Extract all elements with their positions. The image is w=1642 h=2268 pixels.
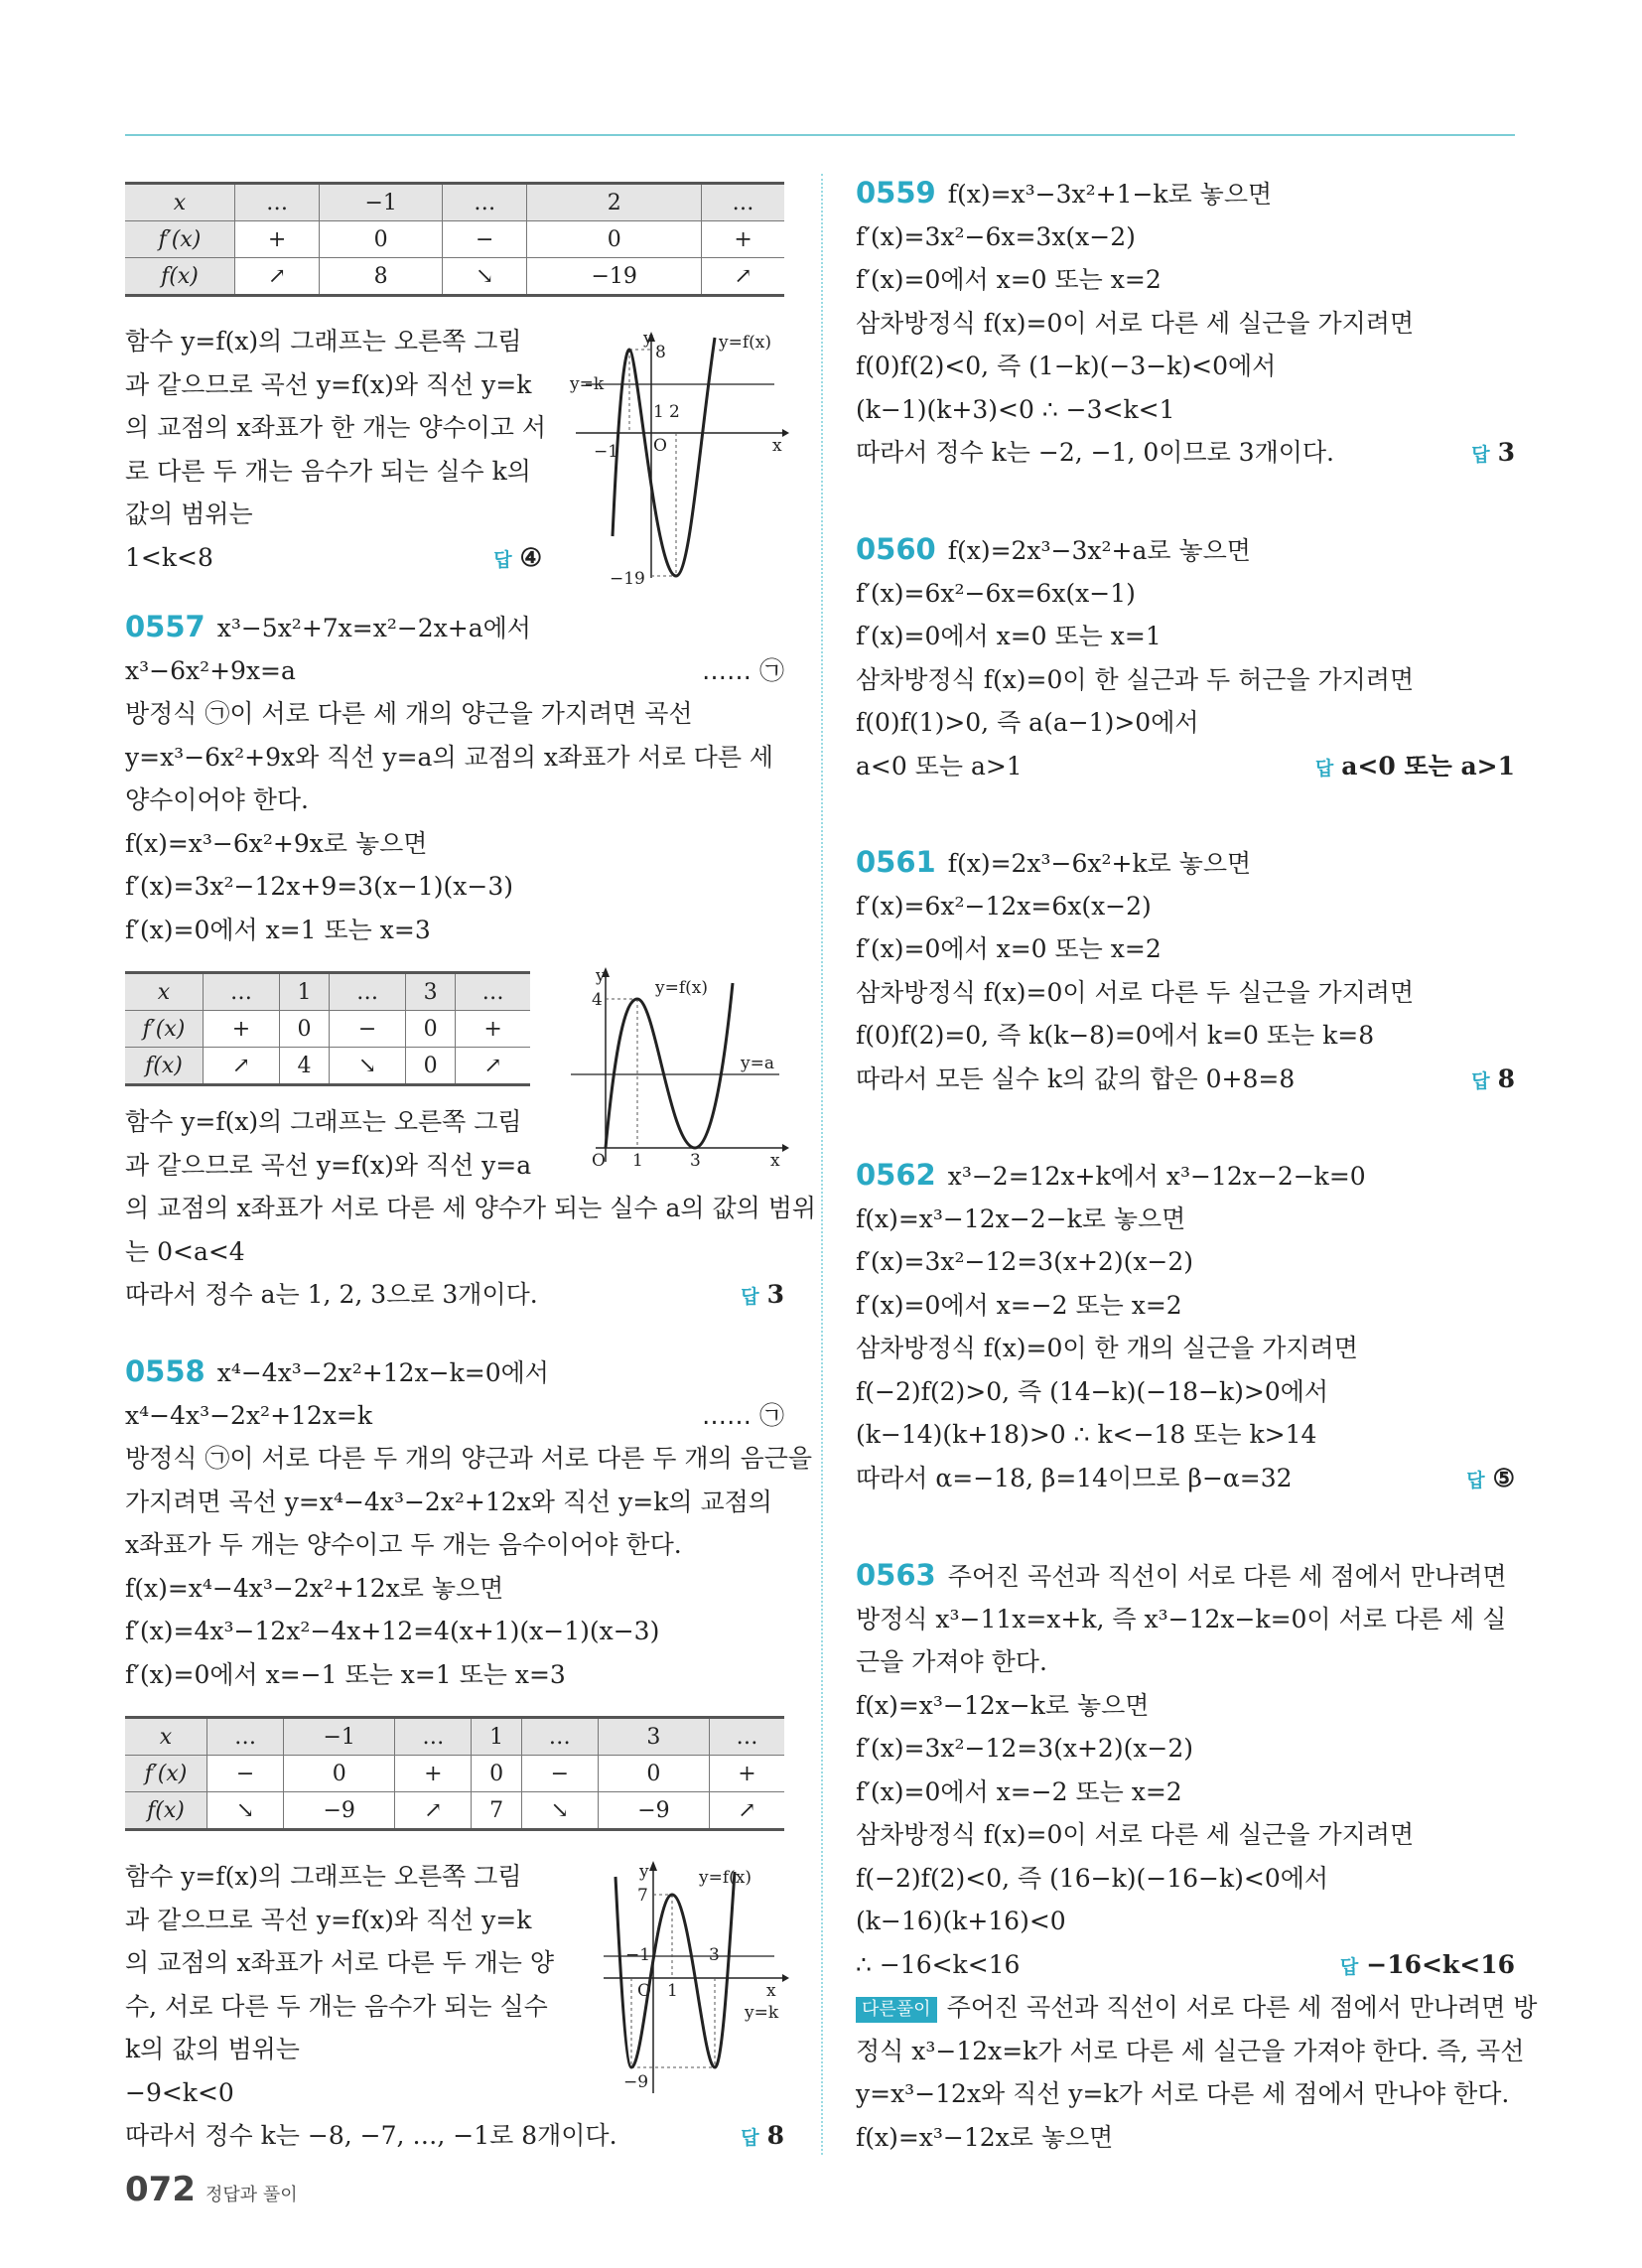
svg-text:7: 7 xyxy=(637,1886,648,1906)
y-label: y xyxy=(596,966,606,986)
table-556 xyxy=(125,182,784,297)
line-label: y=k xyxy=(745,2003,779,2023)
curve-label: y=f(x) xyxy=(719,333,771,353)
problem-number: 0558 xyxy=(125,1354,205,1388)
svg-text:−19: −19 xyxy=(610,569,645,586)
svg-text:1: 1 xyxy=(632,1151,643,1171)
problem-number: 0561 xyxy=(856,845,936,879)
y-label: y xyxy=(639,1862,649,1882)
x-arrow-icon xyxy=(782,1974,789,1982)
svg-text:O: O xyxy=(653,436,667,456)
table-row: f(x) ↗ 4 ↘ 0 ↗ xyxy=(125,1048,530,1085)
svg-text:4: 4 xyxy=(592,990,603,1010)
top-rule xyxy=(125,134,1515,136)
solution-562: 0562 x³−2=12x+k에서 x³−12x−2−k=0 f(x)=x³−12x−2−k로 놓으면 f′(x)=3x²−12=3(x+2)(x−2) f′(x)=0에서 x=−2 또는 x=2 삼차방정식 f(x)=0이 한 개의 실근을 가지려면 f(−2)f(2)>0, 즉 (14−k)(−18−k)>0에서 (k−14)(k+18)>0 ∴ k<−18 또는 k>14 따라서 α=−18, β=14이므로 β−α=32 답 ⑤ xyxy=(856,1154,1515,1499)
curve-label: y=f(x) xyxy=(699,1868,752,1888)
page-number: 072 xyxy=(125,2170,196,2209)
svg-text:−1: −1 xyxy=(594,442,619,462)
alt-solution: 다른풀이 주어진 곡선과 직선이 서로 다른 세 점에서 만나려면 방 xyxy=(856,1986,1515,2030)
svg-text:8: 8 xyxy=(655,343,666,362)
answer-563: 답 −16<k<16 xyxy=(1339,1949,1515,1979)
answer-557: 답 3 xyxy=(741,1280,784,1309)
answer-560: 답 a<0 또는 a>1 xyxy=(1314,751,1515,780)
problem-number: 0560 xyxy=(856,532,936,566)
table-row: f′(x) + 0 − 0 + xyxy=(125,1011,530,1048)
table-row: f′(x) + 0 − 0 + xyxy=(125,221,784,258)
y-arrow-icon xyxy=(649,1861,657,1871)
problem-number: 0563 xyxy=(856,1558,936,1592)
answer-562: 답 ⑤ xyxy=(1466,1463,1515,1492)
table-row: f(x) ↗ 8 ↘ −19 ↗ xyxy=(125,258,784,296)
solution-563: 0563 주어진 곡선과 직선이 서로 다른 세 점에서 만나려면 방정식 x³−11x=x+k, 즉 x³−12x−k=0이 서로 다른 세 실 근을 가져야 한다. f(x)=x³−12x−k로 놓으면 f′(x)=3x²−12=3(x+2)(x−2) f′(x)=0에서 x=−2 또는 x=2 삼차방정식 f(x)=0이 서로 다른 세 실근을 가지려면 f(−2)f(2)<0, 즉 (16−k)(−16−k)<0에서 (k−16)(k+16)<0 ∴ −16<k<16 답 −16<k<16 다른풀이 주어진 곡선과 직선이 서로 다른 세 점에서 만나려면 방 정식 x³−12x=k가 서로 다른 세 실근을 가져야 한다. 즉, 곡선 y=x³−12x와 직선 y=k가 서로 다른 세 점에서 만나야 한다. f(x)=x³−12x로 놓으면 xyxy=(856,1558,1538,2152)
problem-number: 0559 xyxy=(856,176,936,210)
svg-text:−9: −9 xyxy=(623,2072,649,2092)
curve-label: y=f(x) xyxy=(655,978,708,998)
svg-text:1: 1 xyxy=(667,1981,678,2001)
alt-solution-badge: 다른풀이 xyxy=(856,1997,937,2023)
graph-556 xyxy=(566,328,789,586)
solution-558-conclusion: 함수 y=f(x)의 그래프는 오른쪽 그림 과 같으므로 곡선 y=f(x)와 직선 y=k 의 교점의 x좌표가 서로 다른 두 개는 양 수, 서로 다른 두 개는 음수가 되는 실수 k의 값의 범위는 −9<k<0 xyxy=(125,1862,554,2107)
table-row: f(x) ↘ −9 ↗ 7 ↘ −9 ↗ xyxy=(125,1792,784,1830)
answer-561: 답 8 xyxy=(1471,1063,1515,1093)
solution-557: 0557 x³−5x²+7x=x²−2x+a에서 x³−6x²+9x=a …… ㉠ 방정식 ㉠이 서로 다른 세 개의 양근을 가지려면 곡선 y=x³−6x²+9x와 직선 y=a의 교점의 x좌표가 서로 다른 세 양수이어야 한다. f(x)=x³−6x²+9x로 놓으면 f′(x)=3x²−12x+9=3(x−1)(x−3) f′(x)=0에서 x=1 또는 x=3 xyxy=(125,610,784,944)
x-label: x xyxy=(766,1981,776,2001)
svg-text:1: 1 xyxy=(653,402,664,422)
footer-title: 정답과 풀이 xyxy=(205,2185,298,2205)
answer-558: 답 8 xyxy=(741,2121,784,2150)
svg-text:3: 3 xyxy=(690,1151,701,1171)
curve-fx xyxy=(613,338,715,576)
svg-text:O: O xyxy=(637,1981,651,2001)
solution-557-conclusion: 함수 y=f(x)의 그래프는 오른쪽 그림 과 같으므로 곡선 y=f(x)와 직선 y=a 의 교점의 x좌표가 서로 다른 세 양수가 되는 실수 a의 값의 범위 는 0<a<4 따라서 정수 a는 1, 2, 3으로 3개이다. 답 3 xyxy=(125,1100,784,1317)
problem-number: 0557 xyxy=(125,610,205,643)
table-row: x … −1 … 2 … xyxy=(125,184,784,221)
solution-559: 0559 f(x)=x³−3x²+1−k로 놓으면 f′(x)=3x²−6x=3x(x−2) f′(x)=0에서 x=0 또는 x=2 삼차방정식 f(x)=0이 서로 다른 세 실근을 가지려면 f(0)f(2)<0, 즉 (1−k)(−3−k)<0에서 (k−1)(k+3)<0 ∴ −3<k<1 따라서 정수 k는 −2, −1, 0이므로 3개이다. 답 3 xyxy=(856,172,1515,475)
solution-556-text: 함수 y=f(x)의 그래프는 오른쪽 그림 과 같으므로 곡선 y=f(x)와 직선 y=k 의 교점의 x좌표가 한 개는 양수이고 서 로 다른 두 개는 음수가 되는 실수 k의 값의 범위는 1<k<8 답 ④ xyxy=(125,320,582,579)
table-row: x … −1 … 1 … 3 … xyxy=(125,1718,784,1756)
curve-fx xyxy=(616,1872,735,2067)
svg-text:2: 2 xyxy=(669,402,680,422)
svg-text:−1: −1 xyxy=(625,1945,651,1965)
graph-558 xyxy=(596,1857,789,2095)
line-label: y=k xyxy=(570,374,605,394)
table-557 xyxy=(125,971,530,1086)
table-row: x … 1 … 3 … xyxy=(125,973,530,1011)
x-label: x xyxy=(772,436,782,456)
x-label: x xyxy=(770,1151,780,1171)
svg-text:3: 3 xyxy=(709,1945,720,1965)
solution-560: 0560 f(x)=2x³−3x²+a로 놓으면 f′(x)=6x²−6x=6x(x−1) f′(x)=0에서 x=0 또는 x=1 삼차방정식 f(x)=0이 한 실근과 두 허근을 가지려면 f(0)f(1)>0, 즉 a(a−1)>0에서 a<0 또는 a>1 답 a<0 또는 a>1 xyxy=(856,528,1515,787)
answer-559: 답 3 xyxy=(1471,438,1515,467)
solution-558: 0558 x⁴−4x³−2x²+12x−k=0에서 x⁴−4x³−2x²+12x=k …… ㉠ 방정식 ㉠이 서로 다른 두 개의 양근과 서로 다른 두 개의 음근을 가지려면 곡선 y=x⁴−4x³−2x²+12x와 직선 y=k의 교점의 x좌표가 두 개는 양수이고 두 개는 음수이어야 한다. f(x)=x⁴−4x³−2x²+12x로 놓으면 f′(x)=4x³−12x²−4x+12=4(x+1)(x−1)(x−3) f′(x)=0에서 x=−1 또는 x=1 또는 x=3 xyxy=(125,1354,813,1689)
solution-561: 0561 f(x)=2x³−6x²+k로 놓으면 f′(x)=6x²−12x=6x(x−2) f′(x)=0에서 x=0 또는 x=2 삼차방정식 f(x)=0이 서로 다른 두 실근을 가지려면 f(0)f(2)=0, 즉 k(k−8)=0에서 k=0 또는 k=8 따라서 모든 실수 k의 값의 합은 0+8=8 답 8 xyxy=(856,841,1515,1100)
answer-556: 답 ④ xyxy=(493,542,542,572)
svg-text:O: O xyxy=(592,1151,606,1171)
x-arrow-icon xyxy=(782,429,789,437)
table-558 xyxy=(125,1716,784,1831)
problem-number: 0562 xyxy=(856,1158,936,1192)
line-label: y=a xyxy=(741,1054,774,1073)
page-footer xyxy=(125,2170,298,2209)
column-divider xyxy=(821,174,823,2155)
y-label: y xyxy=(643,329,653,349)
table-row: f′(x) − 0 + 0 − 0 + xyxy=(125,1756,784,1792)
